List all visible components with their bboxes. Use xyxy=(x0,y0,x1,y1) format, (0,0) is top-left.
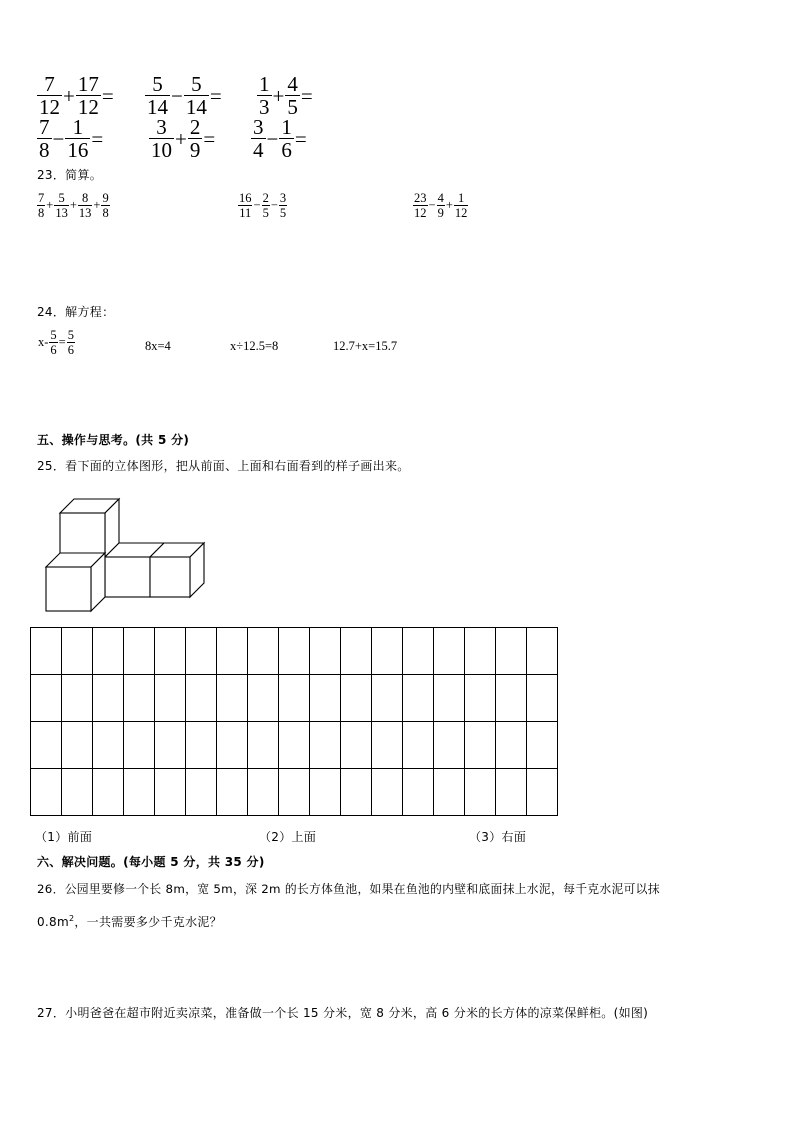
grid-cell xyxy=(93,628,124,675)
grid-cell xyxy=(310,769,341,816)
warmup-row-1 xyxy=(37,74,314,118)
grid-cell xyxy=(279,628,310,675)
grid-cell xyxy=(217,769,248,816)
q27-text: 27．小明爸爸在超市附近卖凉菜，准备做一个长 15 分米，宽 8 分米，高 6 分米的长方体的凉菜保鲜柜。(如图) xyxy=(37,1006,649,1020)
grid-cell xyxy=(155,675,186,722)
grid-cell xyxy=(496,769,527,816)
grid-cell xyxy=(527,628,558,675)
q23-expr-2: $\frac{16}{11}$ − $\frac{2}{5}$ − $\frac{3}{5}$ xyxy=(239,191,287,220)
grid-cell xyxy=(279,722,310,769)
grid-cell xyxy=(434,722,465,769)
grid-cell xyxy=(496,722,527,769)
grid-cell xyxy=(62,675,93,722)
grid-cell xyxy=(279,675,310,722)
grid-cell xyxy=(403,722,434,769)
grid-cell xyxy=(217,628,248,675)
q26-line-2 xyxy=(37,913,222,930)
grid-cell xyxy=(341,722,372,769)
q24-equation-4: 12.7+x=15.7 xyxy=(333,339,398,353)
grid-cell xyxy=(403,769,434,816)
grid-cell xyxy=(310,628,341,675)
grid-cell xyxy=(93,769,124,816)
grid-cell xyxy=(124,769,155,816)
grid-cell xyxy=(527,675,558,722)
warmup-expr: $\frac{5}{14}$ − $\frac{5}{14}$ = xyxy=(147,72,222,119)
grid-cell xyxy=(465,675,496,722)
grid-cell xyxy=(155,628,186,675)
grid-cell xyxy=(186,675,217,722)
grid-cell xyxy=(93,675,124,722)
grid-row xyxy=(31,675,558,722)
answer-grid xyxy=(30,627,558,816)
grid-cell xyxy=(248,628,279,675)
grid-cell xyxy=(372,722,403,769)
section-5-heading: 五、操作与思考。(共 5 分) xyxy=(37,433,190,447)
grid-cell xyxy=(372,675,403,722)
q26-line-1: 26．公园里要修一个长 8m，宽 5m，深 2m 的长方体鱼池，如果在鱼池的内壁和底面抹上水泥，每千克水泥可以抹 xyxy=(37,882,660,896)
cube-front-face xyxy=(150,557,190,597)
grid-cell xyxy=(434,769,465,816)
grid-cell xyxy=(217,722,248,769)
grid-cell xyxy=(248,722,279,769)
grid-cell xyxy=(31,722,62,769)
grid-cell xyxy=(496,628,527,675)
grid-cell xyxy=(248,769,279,816)
q24-equation-2: 8x=4 xyxy=(145,339,171,353)
grid-cell xyxy=(434,628,465,675)
answer-grid-body xyxy=(31,628,558,816)
grid-cell xyxy=(186,628,217,675)
cube-figure xyxy=(44,497,208,613)
view-label-top: （2）上面 xyxy=(259,830,317,844)
grid-cell xyxy=(403,628,434,675)
grid-cell xyxy=(279,769,310,816)
grid-cell xyxy=(124,675,155,722)
q24-equation-1: x- $\frac{5}{6}$ = $\frac{5}{6}$ xyxy=(38,328,74,357)
grid-cell xyxy=(341,628,372,675)
grid-cell xyxy=(341,769,372,816)
grid-row xyxy=(31,769,558,816)
q23-title: 23．简算。 xyxy=(37,168,103,182)
grid-cell xyxy=(62,769,93,816)
grid-cell xyxy=(310,722,341,769)
q23-expr-1: $\frac{7}{8}$ + $\frac{5}{13}$ + $\frac{8}{13}$ + $\frac{9}{8}$ xyxy=(38,191,109,220)
grid-cell xyxy=(186,722,217,769)
grid-cell xyxy=(465,769,496,816)
grid-cell xyxy=(217,675,248,722)
q26-area-value: 0.8m xyxy=(37,915,69,929)
grid-cell xyxy=(372,769,403,816)
grid-cell xyxy=(124,628,155,675)
warmup-expr: $\frac{7}{8}$ − $\frac{1}{16}$ = xyxy=(39,115,104,162)
cube-front-face xyxy=(105,557,150,597)
q26-question: ，一共需要多少千克水泥？ xyxy=(74,915,222,929)
grid-cell xyxy=(155,722,186,769)
grid-cell xyxy=(527,722,558,769)
view-label-right: （3）右面 xyxy=(469,830,527,844)
warmup-row-2 xyxy=(37,117,308,161)
grid-cell xyxy=(527,769,558,816)
q23-expr-3: $\frac{23}{12}$ − $\frac{4}{9}$ + $\frac{1}{12}$ xyxy=(414,191,468,220)
grid-cell xyxy=(93,722,124,769)
grid-cell xyxy=(186,769,217,816)
grid-cell xyxy=(403,675,434,722)
grid-cell xyxy=(310,675,341,722)
q24-equation-3: x÷12.5=8 xyxy=(230,339,279,353)
section-6-heading: 六、解决问题。(每小题 5 分，共 35 分) xyxy=(37,855,265,869)
grid-row xyxy=(31,722,558,769)
warmup-expr: $\frac{3}{4}$ − $\frac{1}{6}$ = xyxy=(253,115,307,162)
grid-cell xyxy=(62,628,93,675)
q24-title: 24．解方程： xyxy=(37,305,115,319)
grid-cell xyxy=(155,769,186,816)
warmup-expr: $\frac{1}{3}$ + $\frac{4}{5}$ = xyxy=(259,72,313,119)
cube-front-face xyxy=(60,513,105,557)
grid-row xyxy=(31,628,558,675)
view-label-front: （1）前面 xyxy=(35,830,93,844)
grid-cell xyxy=(31,675,62,722)
warmup-expr: $\frac{7}{12}$ + $\frac{17}{12}$ = xyxy=(39,72,114,119)
grid-cell xyxy=(248,675,279,722)
grid-cell xyxy=(341,675,372,722)
grid-cell xyxy=(496,675,527,722)
grid-cell xyxy=(372,628,403,675)
grid-cell xyxy=(465,722,496,769)
warmup-expr: $\frac{3}{10}$ + $\frac{2}{9}$ = xyxy=(151,115,216,162)
grid-cell xyxy=(465,628,496,675)
grid-cell xyxy=(124,722,155,769)
grid-cell xyxy=(31,628,62,675)
grid-cell xyxy=(31,769,62,816)
q26-area-exponent: 2 xyxy=(68,914,75,923)
cube-front-face xyxy=(46,567,91,611)
q25-text: 25．看下面的立体图形，把从前面、上面和右面看到的样子画出来。 xyxy=(37,459,410,473)
grid-cell xyxy=(62,722,93,769)
grid-cell xyxy=(434,675,465,722)
